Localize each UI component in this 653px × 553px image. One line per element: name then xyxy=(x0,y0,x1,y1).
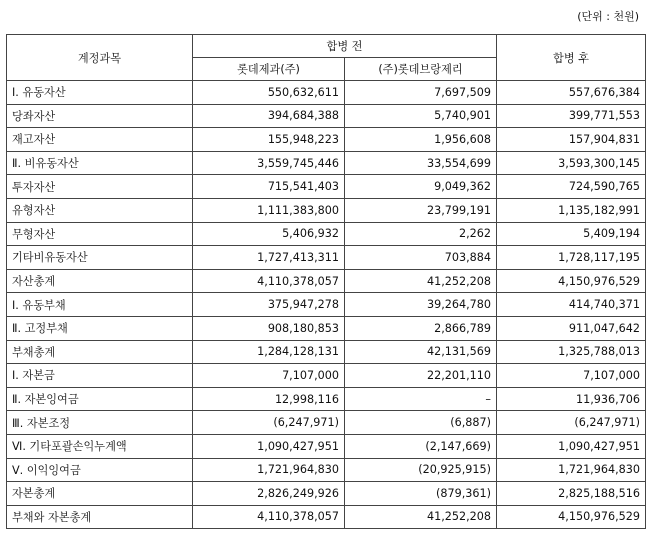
table-row xyxy=(7,81,646,105)
value-after-merge: 414,740,371 xyxy=(497,293,646,317)
unit-label: (단위 : 천원) xyxy=(577,10,639,23)
row-label: 무형자산 xyxy=(7,222,193,246)
value-company-a: 908,180,853 xyxy=(193,316,345,340)
value-company-a: 7,107,000 xyxy=(193,364,345,388)
row-label: 기타비유동자산 xyxy=(7,246,193,270)
value-company-b: (2,147,669) xyxy=(345,434,497,458)
value-after-merge: 724,590,765 xyxy=(497,175,646,199)
table-row xyxy=(7,387,646,411)
table-row xyxy=(7,505,646,529)
row-label: 재고자산 xyxy=(7,128,193,152)
value-company-a: 1,727,413,311 xyxy=(193,246,345,270)
value-after-merge: 399,771,553 xyxy=(497,104,646,128)
header-account: 계정과목 xyxy=(7,35,193,81)
row-label: 자본총계 xyxy=(7,482,193,506)
value-after-merge: 2,825,188,516 xyxy=(497,482,646,506)
value-company-a: 1,721,964,830 xyxy=(193,458,345,482)
row-label: 부채와 자본총계 xyxy=(7,505,193,529)
row-label: 자산총계 xyxy=(7,269,193,293)
value-after-merge: 4,150,976,529 xyxy=(497,505,646,529)
value-company-b: (6,887) xyxy=(345,411,497,435)
value-company-b: 42,131,569 xyxy=(345,340,497,364)
value-after-merge: 1,135,182,991 xyxy=(497,198,646,222)
header-company-a: 롯데제과(주) xyxy=(193,58,345,81)
value-company-a: 375,947,278 xyxy=(193,293,345,317)
table-row xyxy=(7,364,646,388)
value-company-b: 5,740,901 xyxy=(345,104,497,128)
value-company-b: (879,361) xyxy=(345,482,497,506)
header-before-merge: 합병 전 xyxy=(193,35,497,58)
table-row xyxy=(7,411,646,435)
value-company-b: – xyxy=(345,387,497,411)
table-row xyxy=(7,458,646,482)
value-company-a: 155,948,223 xyxy=(193,128,345,152)
value-company-a: 5,406,932 xyxy=(193,222,345,246)
row-label: Ⅴ. 이익잉여금 xyxy=(7,458,193,482)
header-company-b: (주)롯데브랑제리 xyxy=(345,58,497,81)
value-company-b: 33,554,699 xyxy=(345,151,497,175)
value-after-merge: 4,150,976,529 xyxy=(497,269,646,293)
value-company-b: 9,049,362 xyxy=(345,175,497,199)
value-after-merge: 11,936,706 xyxy=(497,387,646,411)
value-company-b: 39,264,780 xyxy=(345,293,497,317)
value-after-merge: 5,409,194 xyxy=(497,222,646,246)
value-company-b: 1,956,608 xyxy=(345,128,497,152)
table-row xyxy=(7,246,646,270)
table-row xyxy=(7,198,646,222)
value-company-a: 550,632,611 xyxy=(193,81,345,105)
row-label: 당좌자산 xyxy=(7,104,193,128)
value-after-merge: 157,904,831 xyxy=(497,128,646,152)
table-row xyxy=(7,434,646,458)
value-company-a: 715,541,403 xyxy=(193,175,345,199)
row-label: Ⅱ. 비유동자산 xyxy=(7,151,193,175)
value-company-a: (6,247,971) xyxy=(193,411,345,435)
table-row xyxy=(7,104,646,128)
table-row xyxy=(7,293,646,317)
row-label: 유형자산 xyxy=(7,198,193,222)
value-company-a: 3,559,745,446 xyxy=(193,151,345,175)
value-company-b: 22,201,110 xyxy=(345,364,497,388)
row-label: 부채총계 xyxy=(7,340,193,364)
value-company-a: 1,284,128,131 xyxy=(193,340,345,364)
value-after-merge: 1,721,964,830 xyxy=(497,458,646,482)
row-label: Ⅲ. 자본조정 xyxy=(7,411,193,435)
row-label: Ⅵ. 기타포괄손익누계액 xyxy=(7,434,193,458)
table-row xyxy=(7,340,646,364)
value-company-b: 23,799,191 xyxy=(345,198,497,222)
value-after-merge: 1,090,427,951 xyxy=(497,434,646,458)
table-row xyxy=(7,482,646,506)
value-company-b: 703,884 xyxy=(345,246,497,270)
value-after-merge: 7,107,000 xyxy=(497,364,646,388)
value-company-b: 7,697,509 xyxy=(345,81,497,105)
row-label: Ⅰ. 자본금 xyxy=(7,364,193,388)
value-after-merge: 1,325,788,013 xyxy=(497,340,646,364)
row-label: Ⅰ. 유동자산 xyxy=(7,81,193,105)
row-label: Ⅰ. 유동부채 xyxy=(7,293,193,317)
row-label: 투자자산 xyxy=(7,175,193,199)
value-company-a: 4,110,378,057 xyxy=(193,505,345,529)
row-label: Ⅱ. 자본잉여금 xyxy=(7,387,193,411)
table-row xyxy=(7,316,646,340)
value-company-a: 12,998,116 xyxy=(193,387,345,411)
value-company-a: 394,684,388 xyxy=(193,104,345,128)
value-company-a: 2,826,249,926 xyxy=(193,482,345,506)
value-company-a: 1,111,383,800 xyxy=(193,198,345,222)
merger-balance-table xyxy=(6,34,646,529)
table-row xyxy=(7,151,646,175)
value-company-b: 41,252,208 xyxy=(345,505,497,529)
value-after-merge: 3,593,300,145 xyxy=(497,151,646,175)
value-after-merge: (6,247,971) xyxy=(497,411,646,435)
row-label: Ⅱ. 고정부채 xyxy=(7,316,193,340)
value-company-b: 41,252,208 xyxy=(345,269,497,293)
table-row xyxy=(7,128,646,152)
value-company-b: 2,866,789 xyxy=(345,316,497,340)
table-row xyxy=(7,269,646,293)
value-after-merge: 1,728,117,195 xyxy=(497,246,646,270)
table-row xyxy=(7,175,646,199)
value-company-a: 1,090,427,951 xyxy=(193,434,345,458)
value-after-merge: 557,676,384 xyxy=(497,81,646,105)
value-company-b: 2,262 xyxy=(345,222,497,246)
header-after-merge: 합병 후 xyxy=(497,35,646,81)
value-after-merge: 911,047,642 xyxy=(497,316,646,340)
value-company-a: 4,110,378,057 xyxy=(193,269,345,293)
table-row xyxy=(7,222,646,246)
value-company-b: (20,925,915) xyxy=(345,458,497,482)
header-row-1 xyxy=(7,35,646,58)
